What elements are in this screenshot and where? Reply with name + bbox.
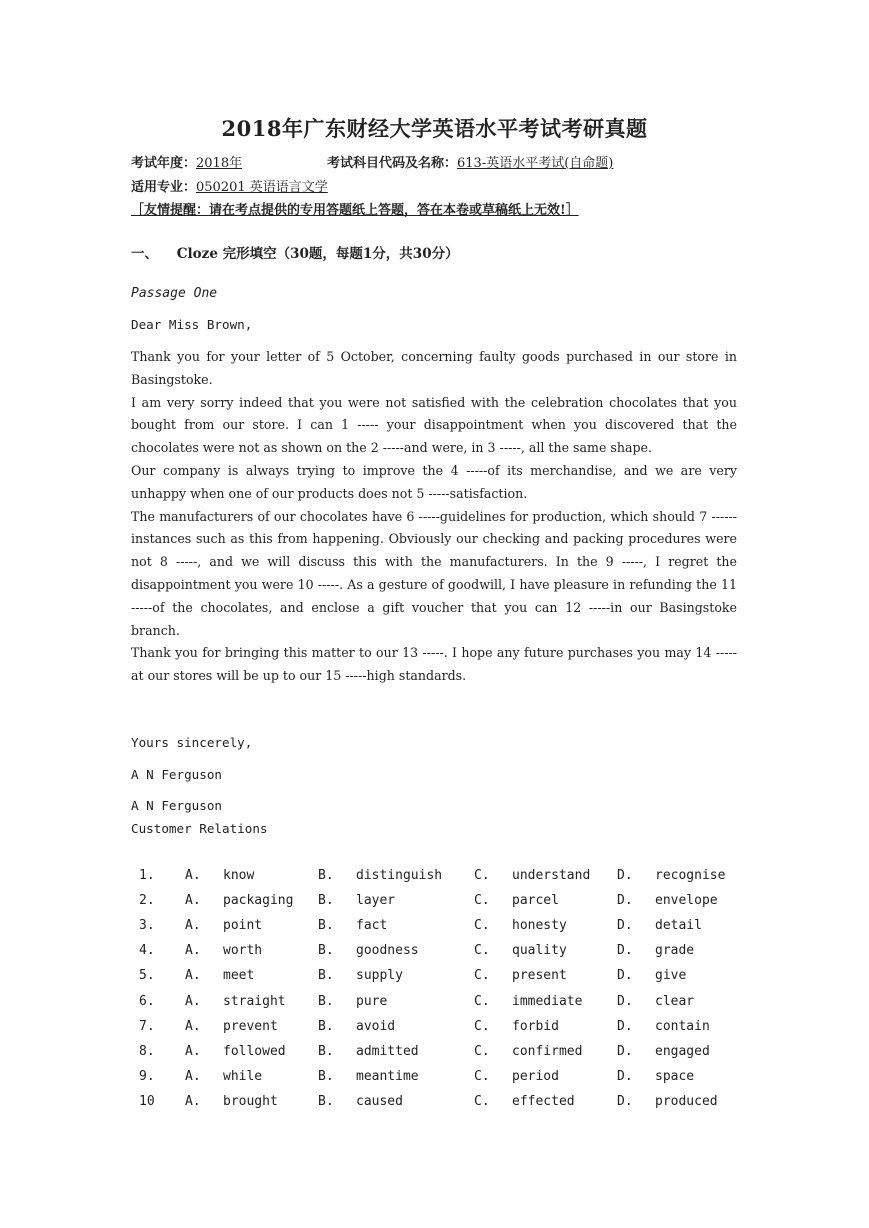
question-number: 4. bbox=[139, 943, 155, 959]
option-row bbox=[131, 888, 765, 913]
option-b: fact bbox=[356, 918, 388, 934]
option-b: goodness bbox=[356, 943, 419, 959]
option-c: understand bbox=[512, 868, 591, 884]
option-row bbox=[131, 1089, 765, 1114]
option-b: layer bbox=[356, 893, 396, 909]
option-letter-b: B. bbox=[318, 1068, 334, 1084]
option-letter-d: D. bbox=[617, 993, 633, 1009]
option-letter-a: A. bbox=[185, 893, 201, 909]
letter-paragraph: Thank you for your letter of 5 October, concerning faulty goods purchased in our store in Basingstoke. bbox=[131, 349, 737, 387]
option-a: packaging bbox=[223, 893, 294, 909]
option-letter-d: D. bbox=[617, 1018, 633, 1034]
option-d: space bbox=[655, 1068, 695, 1084]
option-a: worth bbox=[223, 943, 263, 959]
question-number: 8. bbox=[139, 1043, 155, 1059]
letter-closing: Yours sincerely, bbox=[131, 735, 253, 750]
option-letter-a: A. bbox=[185, 968, 201, 984]
exam-notice: ［友情提醒：请在考点提供的专用答题纸上答题，答在本卷或草稿纸上无效!］ bbox=[131, 203, 579, 218]
option-letter-d: D. bbox=[617, 868, 633, 884]
letter-department: Customer Relations bbox=[131, 821, 268, 836]
option-b: caused bbox=[356, 1093, 403, 1109]
question-number: 10 bbox=[139, 1093, 155, 1109]
question-number: 3. bbox=[139, 918, 155, 934]
option-letter-a: A. bbox=[185, 868, 201, 884]
option-d: detail bbox=[655, 918, 702, 934]
option-row bbox=[131, 1064, 765, 1089]
option-c: honesty bbox=[512, 918, 567, 934]
exam-subject bbox=[327, 152, 613, 171]
option-d: grade bbox=[655, 943, 695, 959]
option-letter-d: D. bbox=[617, 893, 633, 909]
option-a: while bbox=[223, 1068, 263, 1084]
option-c: parcel bbox=[512, 893, 559, 909]
option-a: point bbox=[223, 918, 263, 934]
option-b: avoid bbox=[356, 1018, 396, 1034]
option-letter-c: C. bbox=[474, 993, 490, 1009]
option-letter-c: C. bbox=[474, 1093, 490, 1109]
section-heading: 一、 Cloze 完形填空（30题，每题1分，共30分） bbox=[131, 246, 459, 262]
option-letter-b: B. bbox=[318, 1093, 334, 1109]
passage-title: Passage One bbox=[131, 286, 218, 301]
question-number: 5. bbox=[139, 968, 155, 984]
option-row bbox=[131, 1039, 765, 1064]
major-label: 适用专业： bbox=[131, 180, 197, 195]
option-b: pure bbox=[356, 993, 388, 1009]
major-value: 050201 英语语言文学 bbox=[196, 180, 328, 195]
option-d: produced bbox=[655, 1093, 718, 1109]
question-number: 2. bbox=[139, 893, 155, 909]
option-c: quality bbox=[512, 943, 567, 959]
option-letter-a: A. bbox=[185, 993, 201, 1009]
letter-paragraph: The manufacturers of our chocolates have 6 -----guidelines for production, which should 7 ------instances such as this from happening. Obviously our checking and packing procedures were not 8 -----, and we will discuss this with the manufacturers. In the 9 -----, I regret the disappointment you were 10 -----. As a gesture of goodwill, I have pleasure in refunding the 11 -----of the chocolates, and enclose a gift voucher that you can 12 -----in our Basingstoke branch. bbox=[131, 508, 737, 638]
option-b: supply bbox=[356, 968, 403, 984]
option-letter-d: D. bbox=[617, 918, 633, 934]
question-number: 7. bbox=[139, 1018, 155, 1034]
year-label: 考试年度： bbox=[131, 156, 197, 171]
answer-options-table bbox=[131, 863, 765, 1114]
option-a: prevent bbox=[223, 1018, 278, 1034]
option-letter-a: A. bbox=[185, 1093, 201, 1109]
option-letter-c: C. bbox=[474, 1018, 490, 1034]
option-d: give bbox=[655, 968, 687, 984]
option-letter-c: C. bbox=[474, 868, 490, 884]
option-c: forbid bbox=[512, 1018, 559, 1034]
subject-value: 613-英语水平考试(自命题) bbox=[457, 156, 614, 171]
option-letter-b: B. bbox=[318, 893, 334, 909]
option-a: know bbox=[223, 868, 255, 884]
letter-body bbox=[131, 346, 737, 688]
options-body bbox=[131, 863, 765, 1114]
option-letter-c: C. bbox=[474, 1068, 490, 1084]
option-d: envelope bbox=[655, 893, 718, 909]
option-letter-a: A. bbox=[185, 1043, 201, 1059]
option-row bbox=[131, 963, 765, 988]
exam-title: 2018年广东财经大学英语水平考试考研真题 bbox=[221, 116, 648, 141]
option-b: meantime bbox=[356, 1068, 419, 1084]
option-c: period bbox=[512, 1068, 559, 1084]
option-d: clear bbox=[655, 993, 695, 1009]
option-c: immediate bbox=[512, 993, 583, 1009]
option-letter-d: D. bbox=[617, 968, 633, 984]
option-letter-b: B. bbox=[318, 943, 334, 959]
option-letter-c: C. bbox=[474, 943, 490, 959]
option-row bbox=[131, 988, 765, 1013]
question-number: 6. bbox=[139, 993, 155, 1009]
question-number: 1. bbox=[139, 868, 155, 884]
option-letter-b: B. bbox=[318, 1018, 334, 1034]
option-row bbox=[131, 938, 765, 963]
option-a: followed bbox=[223, 1043, 286, 1059]
option-letter-c: C. bbox=[474, 918, 490, 934]
option-row bbox=[131, 1014, 765, 1039]
exam-major bbox=[131, 176, 328, 195]
option-letter-c: C. bbox=[474, 968, 490, 984]
option-d: contain bbox=[655, 1018, 710, 1034]
option-letter-a: A. bbox=[185, 918, 201, 934]
option-c: effected bbox=[512, 1093, 575, 1109]
option-b: admitted bbox=[356, 1043, 419, 1059]
option-d: engaged bbox=[655, 1043, 710, 1059]
option-a: straight bbox=[223, 993, 286, 1009]
option-b: distinguish bbox=[356, 868, 443, 884]
option-a: meet bbox=[223, 968, 255, 984]
option-letter-d: D. bbox=[617, 1093, 633, 1109]
option-letter-d: D. bbox=[617, 1043, 633, 1059]
option-c: confirmed bbox=[512, 1043, 583, 1059]
option-letter-b: B. bbox=[318, 968, 334, 984]
question-number: 9. bbox=[139, 1068, 155, 1084]
letter-greeting: Dear Miss Brown, bbox=[131, 317, 253, 332]
option-row bbox=[131, 913, 765, 938]
option-c: present bbox=[512, 968, 567, 984]
letter-paragraph: Our company is always trying to improve the 4 -----of its merchandise, and we are very unhappy when one of our products does not 5 -----satisfaction. bbox=[131, 462, 737, 501]
subject-label: 考试科目代码及名称： bbox=[327, 156, 458, 171]
option-letter-d: D. bbox=[617, 1068, 633, 1084]
option-letter-a: A. bbox=[185, 1068, 201, 1084]
option-letter-a: A. bbox=[185, 943, 201, 959]
option-d: recognise bbox=[655, 868, 726, 884]
option-letter-b: B. bbox=[318, 1043, 334, 1059]
letter-signer-name: A N Ferguson bbox=[131, 798, 222, 813]
option-a: brought bbox=[223, 1093, 278, 1109]
year-value: 2018年 bbox=[196, 156, 243, 171]
exam-year bbox=[131, 152, 242, 171]
option-letter-d: D. bbox=[617, 943, 633, 959]
option-letter-c: C. bbox=[474, 1043, 490, 1059]
letter-paragraph: Thank you for bringing this matter to our 13 -----. I hope any future purchases you may 14 -----at our stores will be up to our 15 -----high standards. bbox=[131, 645, 737, 684]
option-letter-c: C. bbox=[474, 893, 490, 909]
option-row bbox=[131, 863, 765, 888]
letter-paragraph: I am very sorry indeed that you were not satisfied with the celebration chocolates that you bought from our store. I can 1 ----- your disappointment when you discovered that the chocolates were not as shown on the 2 -----and were, in 3 -----, all the same shape. bbox=[131, 394, 737, 456]
option-letter-b: B. bbox=[318, 993, 334, 1009]
option-letter-b: B. bbox=[318, 918, 334, 934]
option-letter-a: A. bbox=[185, 1018, 201, 1034]
letter-signature: A N Ferguson bbox=[131, 767, 222, 782]
option-letter-b: B. bbox=[318, 868, 334, 884]
